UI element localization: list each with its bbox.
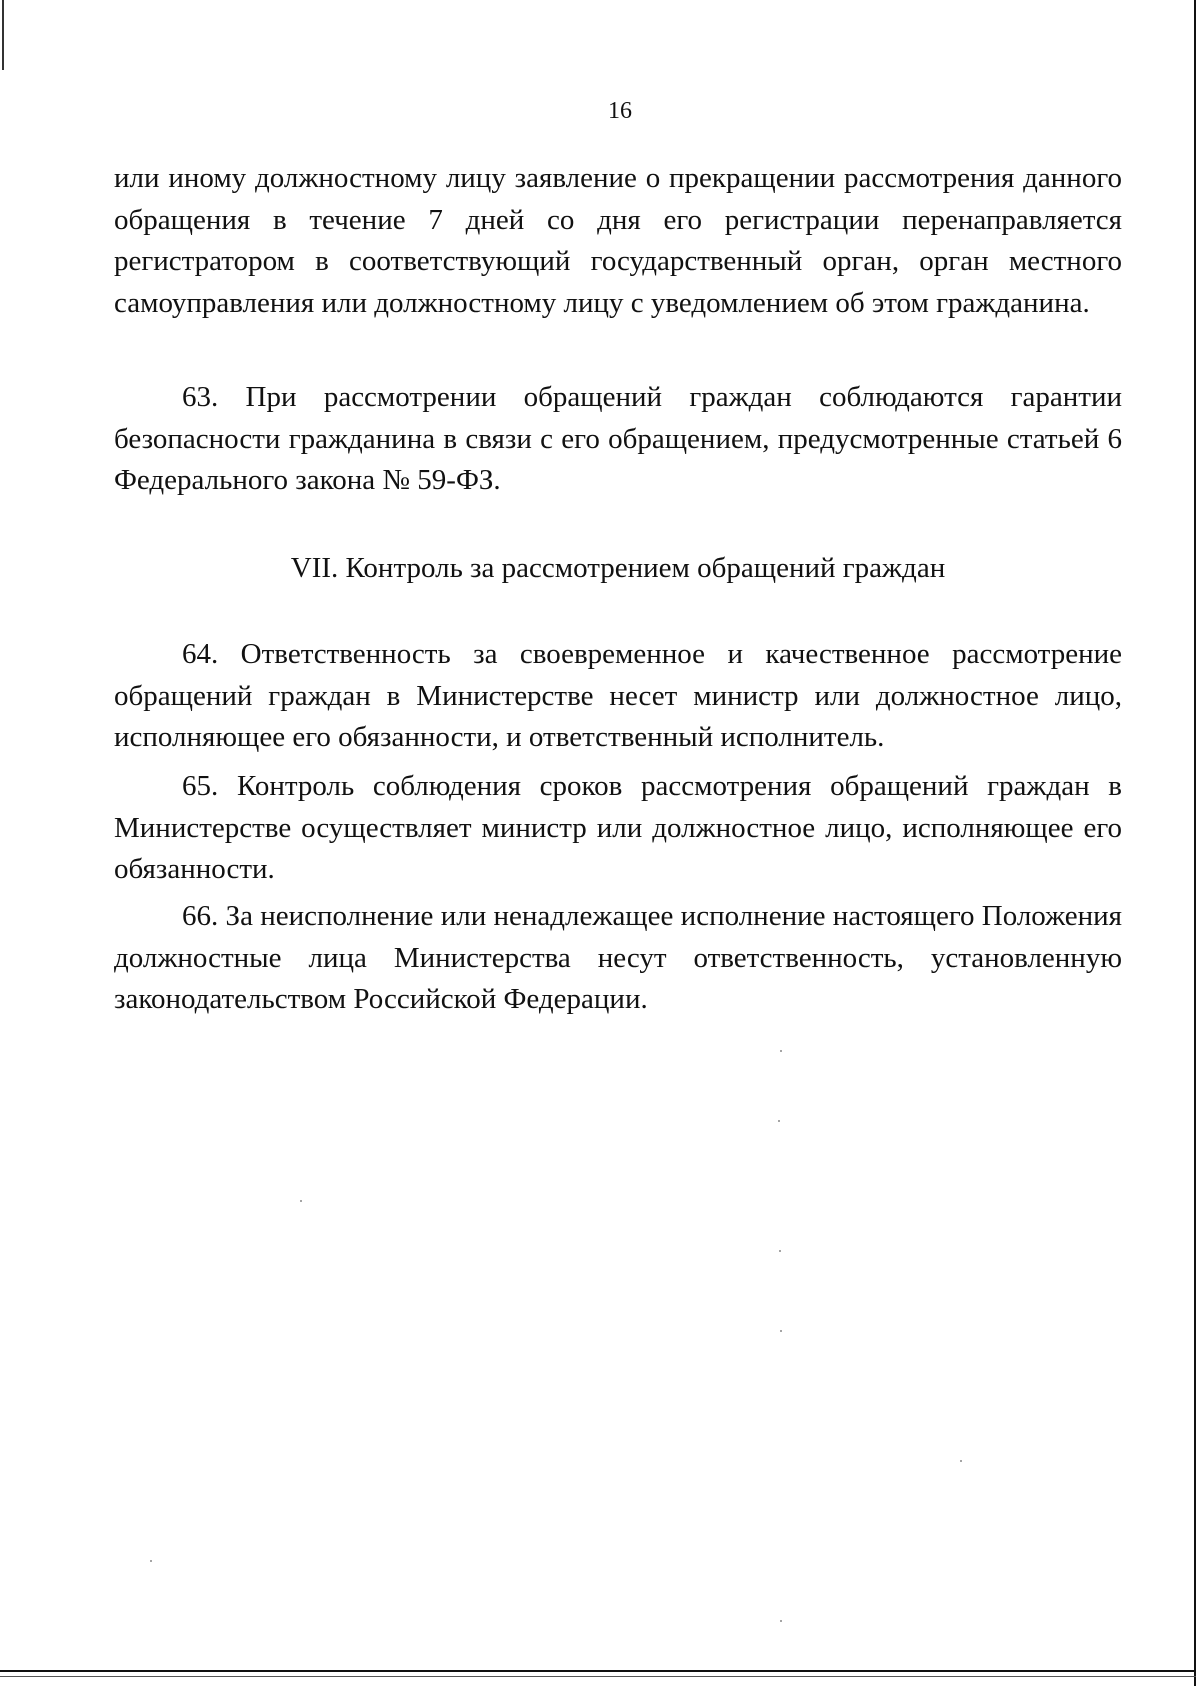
paragraph-65: 65. Контроль соблюдения сроков рассмотрения обращений граждан в Министерстве осуществляет министр или должностное лицо, исполняющее его обязанности. bbox=[114, 770, 1122, 885]
scan-speck bbox=[780, 1330, 782, 1332]
scan-speck bbox=[778, 1120, 780, 1122]
scan-edge-left bbox=[2, 0, 4, 70]
scan-speck bbox=[779, 1250, 781, 1252]
scan-speck bbox=[300, 1200, 302, 1202]
scan-speck bbox=[150, 1560, 152, 1562]
section-heading: VII. Контроль за рассмотрением обращений граждан bbox=[290, 552, 946, 584]
scan-speck bbox=[780, 1050, 782, 1052]
scan-edge-bottom-secondary bbox=[0, 1676, 1196, 1677]
scan-speck bbox=[780, 1620, 782, 1622]
scan-speck bbox=[960, 1460, 962, 1462]
paragraph-continuation: или иному должностному лицу заявление о прекращении рассмотрения данного обращения в течение 7 дней со дня его регистрации перенаправляется регистратором в соответствующий государственный орган, орган местного самоуправления или должностному лицу с уведомлением об этом гражданина. bbox=[114, 162, 1122, 319]
scan-edge-right bbox=[1194, 0, 1196, 1686]
paragraph-64: 64. Ответственность за своевременное и качественное рассмотрение обращений граждан в Министерстве несет министр или должностное лицо, исполняющее его обязанности, и ответственный исполнитель. bbox=[114, 638, 1122, 753]
paragraph-63: 63. При рассмотрении обращений граждан соблюдаются гарантии безопасности гражданина в связи с его обращением, предусмотренные статьей 6 Федерального закона № 59-ФЗ. bbox=[114, 381, 1122, 496]
page-number: 16 bbox=[608, 98, 632, 124]
paragraph-66: 66. За неисполнение или ненадлежащее исполнение настоящего Положения должностные лица Министерства несут ответственность, установленную законодательством Российской Федерации. bbox=[114, 900, 1122, 1015]
scan-edge-bottom bbox=[0, 1670, 1196, 1672]
